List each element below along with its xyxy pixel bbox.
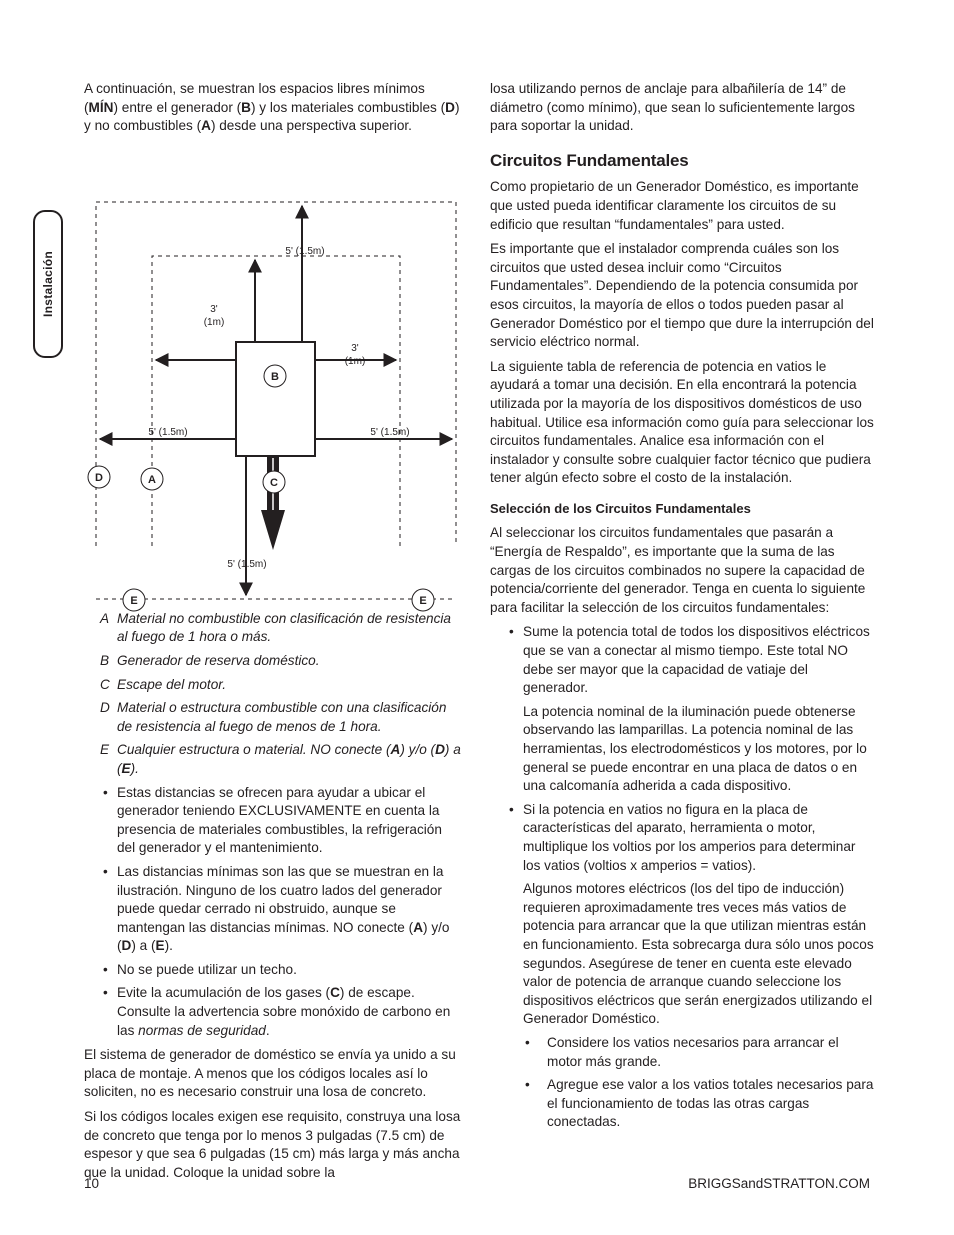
legend-item: B Generador de reserva doméstico. (100, 652, 320, 668)
dim-bottom-label: 5' (1.5m) (227, 558, 267, 570)
dim-left-label: 5' (1.5m) (148, 426, 188, 438)
clearance-notes (84, 784, 462, 1041)
label-b: B (271, 370, 279, 383)
subsection-heading: Selección de los Circuitos Fundamentales (490, 500, 751, 516)
page-number: 10 (84, 1176, 100, 1191)
section-tab-label: Instalación (41, 251, 55, 317)
dim-3ft-left-label-2: (1m) (203, 316, 225, 328)
left-column (84, 80, 462, 1188)
selection-tips (490, 623, 874, 1131)
label-a: A (148, 473, 156, 486)
label-e-left: E (130, 594, 138, 607)
section-heading: Circuitos Fundamentales (490, 150, 689, 170)
dim-top-label: 5' (1.5m) (285, 245, 325, 257)
label-e-right: E (419, 594, 427, 607)
label-d: D (95, 471, 103, 484)
sub-list-item: • Agregue ese valor a los vatios totales necesarios para el funcionamiento de todas las otras cargas conectadas. (523, 1076, 874, 1132)
list-item: • Evite la acumulación de los gases (C) de escape. Consulte la advertencia sobre monóxido de carbono en las normas de seguridad. (84, 984, 462, 1040)
right-column (490, 80, 874, 1137)
legend-item: E Cualquier estructura o material. NO conecte (A) y/o (D) a (E). (100, 742, 461, 776)
dim-3ft-right-label-1: 3' (351, 342, 359, 354)
label-c: C (270, 476, 278, 489)
slab-paragraph: Si los códigos locales exigen ese requisito, construya una losa de concreto que tenga por lo menos 3 pulgadas (7.5 cm) de espesor y que sea 6 pulgadas (15 cm) más larga y más ancha que la unidad. Coloque la unidad sobre la (84, 1109, 461, 1180)
diagram-legend (84, 610, 462, 779)
paragraph: Al seleccionar los circuitos fundamentales que pasarán a “Energía de Respaldo”, es importante que la suma de las cargas de los circuitos combinados no supere la capacidad de potencia/corriente del generador. Tenga en cuenta lo siguiente para facilitar la selección de los circuitos fundamentales: (490, 525, 866, 615)
footer-website: BRIGGSandSTRATTON.COM (688, 1176, 870, 1191)
section-tab (33, 210, 63, 358)
slab-continued-paragraph: losa utilizando pernos de anclaje para albañilería de 14” de diámetro (como mínimo), que sean lo suficientemente largos para soportar la unidad. (490, 81, 855, 134)
paragraph: Como propietario de un Generador Doméstico, es importante que usted pueda identificar claramente los circuitos de su edificio que resultan “fundamentales” para usted. (490, 179, 859, 232)
generator-box (236, 342, 315, 456)
legend-item: D Material o estructura combustible con una clasificación de resistencia al fuego de menos de 1 hora. (100, 700, 447, 734)
sub-list (523, 1034, 874, 1132)
list-item: • Si la potencia en vatios no figura en la placa de características del aparato, herramienta o motor, multiplique los voltios por los amperios para determinar los vatios (voltios x amperios = vatios). Algunos motores eléctricos (los del tipo de inducción) requieren aproximadamente tres veces más vatios de potencia para arrancar que la que utilizan mientras están en funcionamiento. Esta sobrecarga dura sólo unos pocos segundos. Asegúrese de tener en cuenta este elevado valor de potencia de arranque cuando seleccione los dispositivos eléctricos que serán energizados utilizando el Generador Doméstico. • Considere los vatios necesarios para arrancar el motor más grande. • Agregue ese valor a los vatios totales necesarios para el funcionamiento de todas las otras cargas conectadas. (490, 801, 874, 1132)
list-item: • Las distancias mínimas son las que se muestran en la ilustración. Ninguno de los cuatro lados del generador puede quedar cerrado ni obstruido, aunque se mantengan las distancias mínimas. NO conecte (A) y/o (D) a (E). (84, 863, 462, 956)
exhaust-arrow (261, 456, 285, 550)
legend-item: C Escape del motor. (100, 676, 227, 692)
list-item: • Sume la potencia total de todos los dispositivos eléctricos que se van a conectar al mismo tiempo. Este total NO debe ser mayor que la capacidad de vatiaje del generador. La potencia nominal de la iluminación puede obtenerse observando las lamparillas. La potencia nominal de las herramientas, los electrodomésticos y los motores, por lo general se puede encontrar en una placa de datos o en una calcomanía adherida a cada dispositivo. (490, 623, 874, 795)
intro-paragraph: A continuación, se muestran los espacios libres mínimos (MÍN) entre el generador (B) y los materiales combustibles (D) y no combustibles (A) desde una perspectiva superior. (84, 81, 460, 134)
paragraph: La siguiente tabla de referencia de potencia en vatios le ayudará a tomar una decisión. En ella encontrará la potencia utilizada por la mayoría de los dispositivos domésticos de uso habitual. Utilice esa información como guía para seleccionar los circuitos fundamentales. Analice esa información con el instalador y consulte sobre cualquier factor técnico que pudiera tener algún efecto sobre el costo de la instalación. (490, 358, 874, 486)
dim-3ft-right-label-2: (1m) (344, 355, 366, 367)
list-item: • No se puede utilizar un techo. (84, 961, 462, 980)
list-item: • Estas distancias se ofrecen para ayudar a ubicar el generador teniendo EXCLUSIVAMENTE en cuenta la presencia de materiales combustibles, la refrigeración del generador y el mantenimiento. (84, 784, 462, 858)
dim-3ft-left-label-1: 3' (210, 303, 218, 315)
paragraph: Es importante que el instalador comprenda cuáles son los circuitos que usted desea incluir como “Circuitos Fundamentales”. Dependiendo de la potencia consumida por esos circuitos, la mayoría de ellos o todos pueden pasar al Generador Doméstico por el tiempo que dure la interrupción del servicio eléctrico normal. (490, 241, 874, 350)
mounting-paragraph: El sistema de generador de doméstico se envía ya unido a su placa de montaje. A menos que los códigos locales así lo soliciten, no es necesario construir una losa de concreto. (84, 1047, 456, 1100)
dim-right-label: 5' (1.5m) (370, 426, 410, 438)
sub-list-item: • Considere los vatios necesarios para arrancar el motor más grande. (523, 1034, 874, 1071)
clearance-diagram (84, 144, 462, 607)
legend-item: A Material no combustible con clasificación de resistencia al fuego de 1 hora o más. (100, 610, 451, 645)
